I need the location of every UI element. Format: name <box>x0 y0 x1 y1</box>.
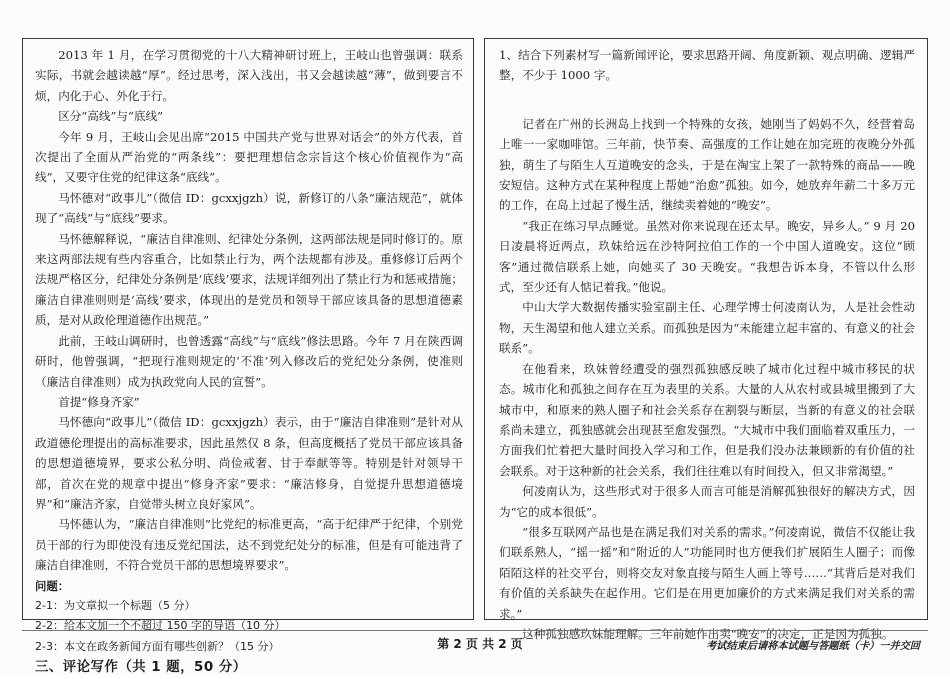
paragraph: 今年 9 月，王岐山会见出席“2015 中国共产党与世界对话会”的外方代表，首次提出了全面从严治党的“两条线”：要把理想信念宗旨这个核心价值视作为“高线”，又要守住党的纪律这条“底线”。 <box>35 129 463 185</box>
paragraph: 2013 年 1 月，在学习贯彻党的十八大精神研讨班上，王岐山也曾强调：联系实际，书就会越读越“厚”。经过思考，深入浅出，书又会越读越“薄”，做到要言不烦，内化于心、外化于行。 <box>35 48 463 103</box>
paragraph: 此前，王岐山调研时，也曾透露“高线”与“底线”修法思路。今年 7 月在陕西调研时，他曾强调，“把现行准则规定的‘不准’列入修改后的党纪处分条例，使准则（廉洁自律准则）成为执政党向人民的宣誓”。 <box>35 333 463 389</box>
section-title: 三、评论写作（共 1 题，50 分） <box>35 660 247 676</box>
left-column <box>22 38 474 676</box>
material-paragraph: “我正在练习早点睡觉。虽然对你来说现在还太早。晚安，异乡人。” 9 月 20 日凌晨将近两点，玖妹给远在沙特阿拉伯工作的一个中国人道晚安。这位“顾客”通过微信联系上她，向她买了 30 天晚安。“我想告诉本身，不管以什么形式，至少还有人惦记着我。”他说。 <box>499 218 915 295</box>
paragraph: 马怀德对“政事儿”（微信 ID：gcxxjgzh）说，新修订的八条“廉洁规范”，就体现了“高线”与“底线”要求。 <box>35 190 463 226</box>
question-list <box>35 596 463 657</box>
questions-label: 问题： <box>35 578 70 593</box>
material-paragraph: 这种孤独感玖妹能理解。三年前她作出卖“晚安”的决定，正是因为孤独。 <box>522 626 894 641</box>
material-paragraph: 何凌南认为，这些形式对于很多人而言可能是消解孤独很好的解决方式，因为“它的成本很低”。 <box>499 484 915 519</box>
question-item: 2-3：本文在政务新闻方面有哪些创新？（15 分） <box>35 639 280 653</box>
material-paragraph: 记者在广州的长洲岛上找到一个特殊的女孩，她刚当了妈妈不久，经营着岛上唯一一家咖啡馆。三年前，快节奏、高强度的工作让她在加完班的夜晚分外孤独，萌生了与陌生人互道晚安的念头，于是在淘宝上架了一款特殊的商品——晚安短信。这种方式在某种程度上帮她“治愈”孤独。如今，她放弃年薪二十多万元的工作，在岛上过起了慢生活，继续卖着她的“晚安”。 <box>499 116 915 213</box>
material-body <box>499 114 915 645</box>
article-body <box>35 45 463 576</box>
material-paragraph: “很多互联网产品也是在满足我们对关系的需求。”何凌南说，微信不仅能让我们联系熟人，“摇一摇”和“附近的人”功能同时也方便我们扩展陌生人圈子；而像陌陌这样的社交平台，则将交友对象直接与陌生人画上等号……“其背后是对我们有价值的关系缺失在起作用。它们是在用更加廉价的方式来满足我们对关系的需求。” <box>499 524 915 621</box>
writing-prompt: 1、结合下列素材写一篇新闻评论，要求思路开阔、角度新颖、观点明确、逻辑严整，不少于 1000 字。 <box>499 48 915 83</box>
footer-divider <box>22 630 928 631</box>
right-column <box>484 38 928 641</box>
paragraph: 马怀德向“政事儿”（微信 ID：gcxxjgzh）表示，由于“廉洁自律准则”是针对从政道德伦理提出的高标准要求，因此虽然仅 8 条，但高度概括了党员干部应该具备的思想道德境界，要求公私分明、尚俭戒奢、甘于奉献等等。特别是针对领导干部，首次在党的规章中提出“修身齐家”要求：“廉洁修身，自觉提升思想道德境界”和“廉洁齐家，自觉带头树立良好家风”。 <box>35 415 463 511</box>
question-item: 2-2：给本文加一个不超过 150 字的导语（10 分） <box>35 619 286 633</box>
subheading: 首提“修身齐家” <box>58 394 140 409</box>
paragraph: 马怀德认为，“廉洁自律准则”比党纪的标准更高，“高于纪律严于纪律，个别党员干部的行为即使没有违反党纪国法，达不到党纪处分的标准，但是有可能违背了廉洁自律准则，不符合党员干部的思想境界要求”。 <box>35 517 463 573</box>
footer-instruction: 考试结束后请将本试题与答题纸（卡）一并交回 <box>706 641 920 652</box>
subheading: 区分“高线”与“底线” <box>58 109 164 124</box>
prompt-spacer <box>499 86 915 114</box>
paragraph: 马怀德解释说，“廉洁自律准则、纪律处分条例，这两部法规是同时修订的。原来这两部法规有些内容重合，比如禁止行为，两个法规都有涉及。重修修订后两个法规严格区分，纪律处分条例是‘底线’要求，法规详细列出了禁止行为和惩戒措施；廉洁自律准则则是‘高线’要求，体现出的是党员和领导干部应该具备的思想道德素质，是对从政伦理道德作出规范。” <box>35 231 463 328</box>
question-item: 2-1：为文章拟一个标题（5 分） <box>35 598 196 612</box>
material-paragraph: 在他看来，玖妹曾经遭受的强烈孤独感反映了城市化过程中城市移民的状态。城市化和孤独之间存在互为表里的关系。大量的人从农村或县城里搬到了大城市中，和原来的熟人圈子和社会关系存在割裂与断层，当新的有意义的社会联系尚未建立，孤独感就会出现甚至愈发强烈。“大城市中我们面临着双重压力，一方面我们忙着把大量时间投入学习和工作，但是我们没办法兼顾新的有价值的社会联系。对于这种新的社会关系，我们往往难以有时间投入，但又非常渴望。” <box>499 361 915 478</box>
material-paragraph: 中山大学大数据传播实验室副主任、心理学博士何凌南认为，人是社会性动物，天生渴望和他人建立关系。而孤独是因为“未能建立起丰富的、有意义的社会联系”。 <box>499 300 915 356</box>
page-number: 第 2 页 共 2 页 <box>437 637 523 651</box>
